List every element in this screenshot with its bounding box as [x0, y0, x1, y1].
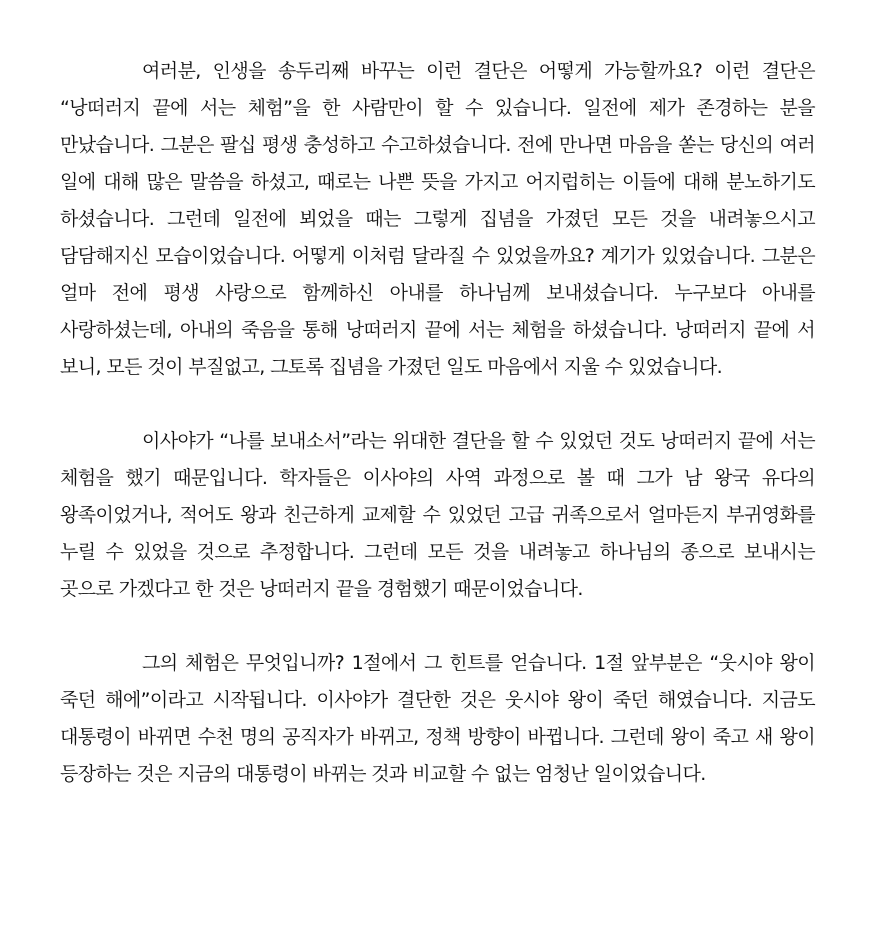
paragraph-1: 여러분, 인생을 송두리째 바꾸는 이런 결단은 어떻게 가능할까요? 이런 결단은 “낭떠러지 끝에 서는 체험”을 한 사람만이 할 수 있습니다. 일전에 제가 존경하는 분을 만났습니다. 그분은 팔십 평생 충성하고 수고하셨습니다. 전에 만나면 마음을 쏟는 당신의 여러 일에 대해 많은 말씀을 하셨고, 때로는 나쁜 뜻을 가지고 어지럽히는 이들에 대해 분노하기도 하셨습니다. 그런데 일전에 뵈었을 때는 그렇게 집념을 가졌던 모든 것을 내려놓으시고 담담해지신 모습이었습니다. 어떻게 이처럼 달라질 수 있었을까요? 계기가 있었습니다. 그분은 얼마 전에 평생 사랑으로 함께하신 아내를 하나님께 보내셨습니다. 누구보다 아내를 사랑하셨는데, 아내의 죽음을 통해 낭떠러지 끝에 서는 체험을 하셨습니다. 낭떠러지 끝에 서 보니, 모든 것이 부질없고, 그토록 집념을 가졌던 일도 마음에서 지울 수 있었습니다. — [60, 60, 815, 378]
paragraph-2: 이사야가 “나를 보내소서”라는 위대한 결단을 할 수 있었던 것도 낭떠러지 끝에 서는 체험을 했기 때문입니다. 학자들은 이사야의 사역 과정으로 볼 때 그가 남 왕국 유다의 왕족이었거나, 적어도 왕과 친근하게 교제할 수 있었던 고급 귀족으로서 얼마든지 부귀영화를 누릴 수 있었을 것으로 추정합니다. 그런데 모든 것을 내려놓고 하나님의 종으로 보내시는 곳으로 가겠다고 한 것은 낭떠러지 끝을 경험했기 때문이었습니다. — [60, 430, 815, 600]
paragraph-3: 그의 체험은 무엇입니까? 1절에서 그 힌트를 얻습니다. 1절 앞부분은 “웃시야 왕이 죽던 해에”이라고 시작됩니다. 이사야가 결단한 것은 웃시야 왕이 죽던 해였습니다. 지금도 대통령이 바뀌면 수천 명의 공직자가 바뀌고, 정책 방향이 바뀝니다. 그런데 왕이 죽고 새 왕이 등장하는 것은 지금의 대통령이 바뀌는 것과 비교할 수 없는 엄청난 일이었습니다. — [60, 652, 815, 785]
document-page — [60, 53, 815, 793]
